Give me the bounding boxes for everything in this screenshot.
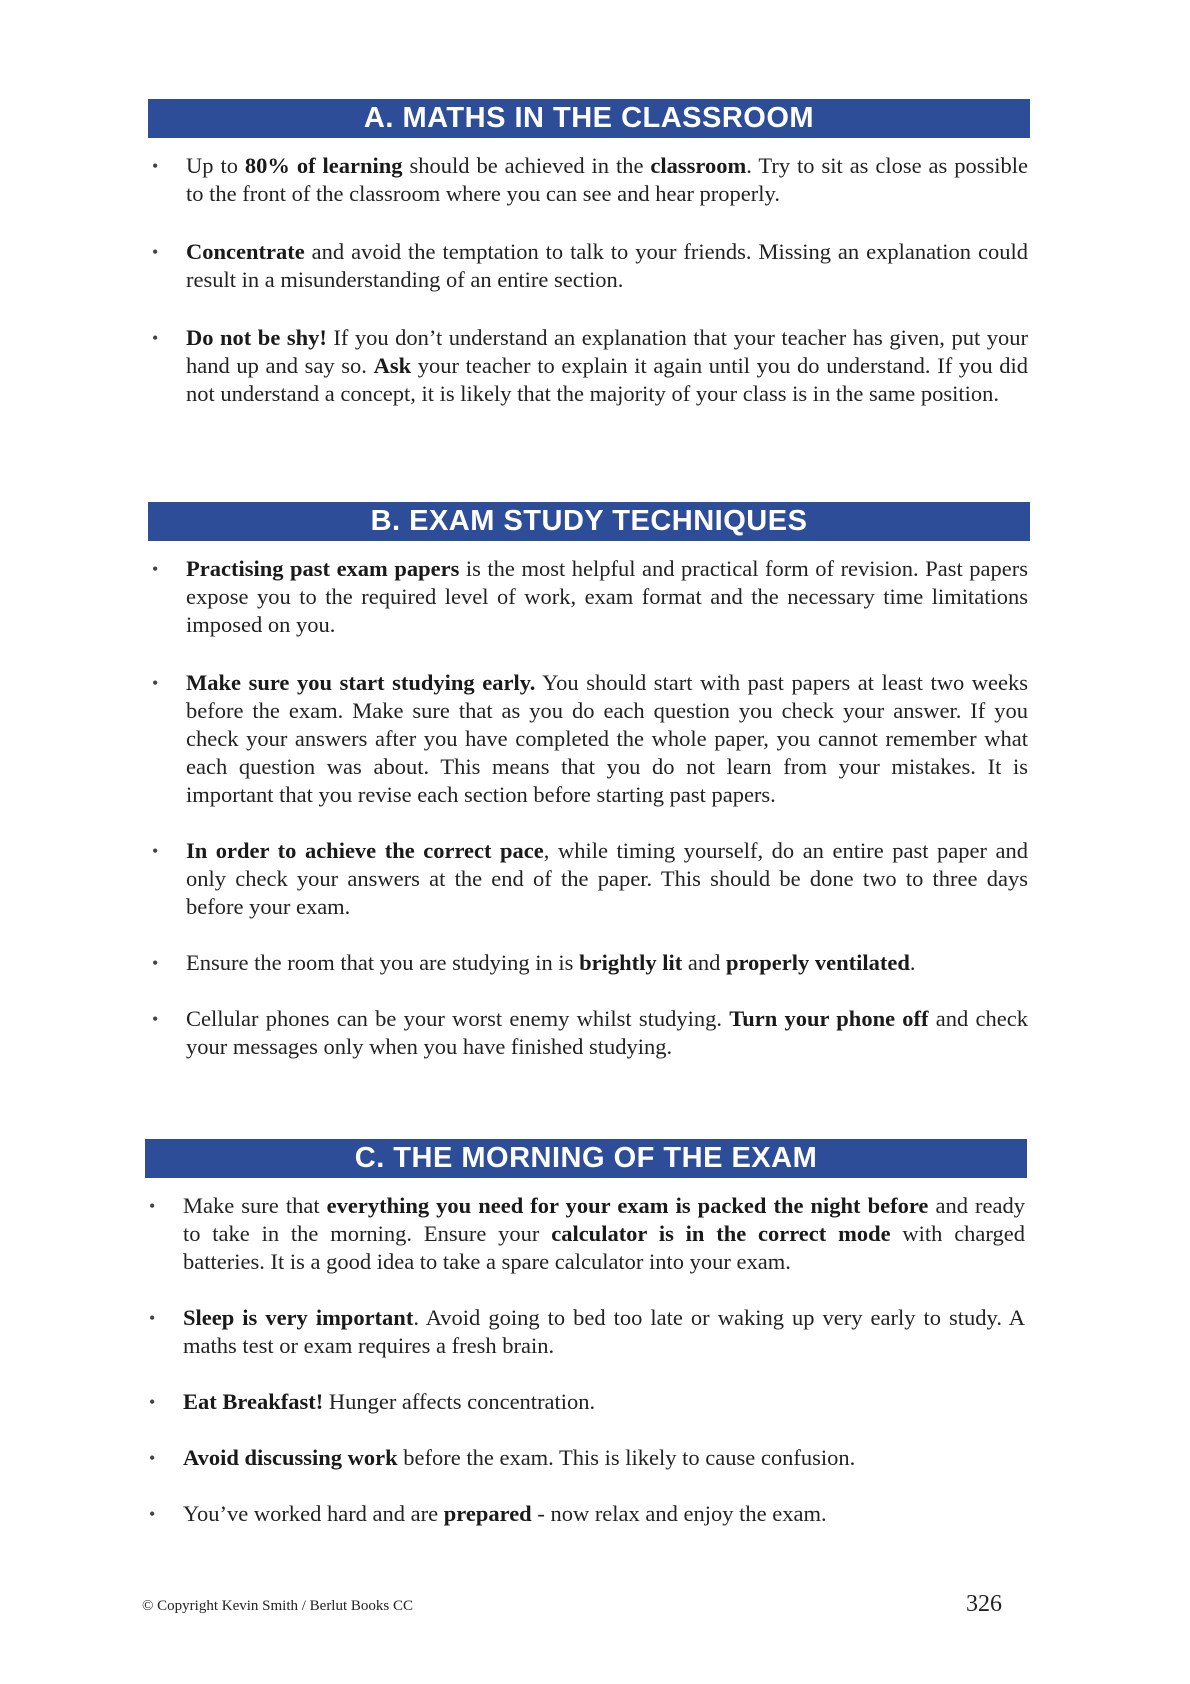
- emphasis-text: Ask: [373, 353, 412, 378]
- body-text: and ready to take in the morning. Ensure your: [183, 1193, 1025, 1246]
- page-number: 326: [966, 1591, 1002, 1617]
- body-text: with charged batteries. It is a good idea to take a spare calculator into your exam.: [183, 1221, 1025, 1274]
- emphasis-text: 80% of learning: [244, 153, 403, 178]
- emphasis-text: classroom: [650, 153, 747, 178]
- emphasis-text: brightly lit: [579, 950, 683, 975]
- bullet-icon: •: [152, 1009, 159, 1029]
- bullet-item: [145, 1500, 1025, 1528]
- body-text: . Try to sit as close as possible to the front of the classroom where you can see and hear properly.: [186, 153, 1028, 206]
- section-a-list: [148, 152, 1028, 408]
- emphasis-text: prepared: [443, 1501, 532, 1526]
- emphasis-text: Sleep is very important: [183, 1305, 414, 1330]
- bullet-icon: •: [152, 242, 159, 262]
- body-text: and check your messages only when you have finished studying.: [186, 1006, 1028, 1059]
- bullet-icon: •: [152, 953, 159, 973]
- body-text: and: [682, 950, 726, 975]
- emphasis-text: Make sure you start studying early.: [186, 670, 536, 695]
- bullet-icon: •: [152, 156, 159, 176]
- emphasis-text: Concentrate: [186, 239, 305, 264]
- body-text: before the exam. This is likely to cause confusion.: [397, 1445, 856, 1470]
- emphasis-text: everything you need for your exam is packed the night before: [326, 1193, 929, 1218]
- bullet-icon: •: [152, 559, 159, 579]
- section-c-list: [145, 1192, 1025, 1528]
- emphasis-text: Practising past exam papers: [186, 556, 460, 581]
- emphasis-text: properly ventilated: [725, 950, 910, 975]
- body-text: Up to: [186, 153, 245, 178]
- emphasis-text: calculator is in the correct mode: [551, 1221, 891, 1246]
- bullet-item: [145, 1388, 1025, 1416]
- body-text: your teacher to explain it again until you do understand. If you did not understand a concept, it is likely that the majority of your class is in the same position.: [186, 353, 1028, 406]
- bullet-item: [145, 1192, 1025, 1276]
- bullet-icon: •: [149, 1196, 156, 1216]
- copyright-notice: © Copyright Kevin Smith / Berlut Books CC: [142, 1598, 413, 1614]
- bullet-item: [148, 555, 1028, 639]
- bullet-item: [148, 152, 1028, 208]
- section-b-list: [148, 555, 1028, 1061]
- body-text: You’ve worked hard and are: [183, 1501, 444, 1526]
- emphasis-text: In order to achieve the correct pace: [186, 838, 544, 863]
- body-text: . Avoid going to bed too late or waking up very early to study. A maths test or exam requires a fresh brain.: [183, 1305, 1025, 1358]
- bullet-icon: •: [152, 328, 159, 348]
- body-text: If you don’t understand an explanation that your teacher has given, put your hand up and say so.: [186, 325, 1028, 378]
- bullet-icon: •: [149, 1308, 156, 1328]
- bullet-item: [148, 949, 1028, 977]
- emphasis-text: Avoid discussing work: [183, 1445, 398, 1470]
- emphasis-text: Turn your phone off: [729, 1006, 929, 1031]
- bullet-icon: •: [152, 841, 159, 861]
- body-text: Hunger affects concentration.: [323, 1389, 596, 1414]
- bullet-item: [148, 669, 1028, 809]
- body-text: - now relax and enjoy the exam.: [531, 1501, 827, 1526]
- bullet-item: [148, 837, 1028, 921]
- emphasis-text: Eat Breakfast!: [183, 1389, 324, 1414]
- emphasis-text: Do not be shy!: [186, 325, 327, 350]
- bullet-icon: •: [152, 673, 159, 693]
- bullet-item: [148, 324, 1028, 408]
- bullet-item: [148, 1005, 1028, 1061]
- bullet-item: [148, 238, 1028, 294]
- bullet-icon: •: [149, 1448, 156, 1468]
- body-text: should be achieved in the: [402, 153, 651, 178]
- bullet-item: [145, 1304, 1025, 1360]
- bullet-icon: •: [149, 1504, 156, 1524]
- section-b-heading: B. EXAM STUDY TECHNIQUES: [148, 502, 1030, 541]
- body-text: is the most helpful and practical form of revision. Past papers expose you to the required level of work, exam format and the necessary time limitations imposed on you.: [186, 556, 1028, 637]
- body-text: Make sure that: [183, 1193, 327, 1218]
- body-text: , while timing yourself, do an entire past paper and only check your answers at the end of the paper. This should be done two to three days before your exam.: [186, 838, 1028, 919]
- section-a-heading: A. MATHS IN THE CLASSROOM: [148, 99, 1030, 138]
- bullet-icon: •: [149, 1392, 156, 1412]
- body-text: and avoid the temptation to talk to your friends. Missing an explanation could result in a misunderstanding of an entire section.: [186, 239, 1028, 292]
- section-c-heading: C. THE MORNING OF THE EXAM: [145, 1139, 1027, 1178]
- bullet-item: [145, 1444, 1025, 1472]
- body-text: Ensure the room that you are studying in is: [186, 950, 580, 975]
- body-text: Cellular phones can be your worst enemy whilst studying.: [186, 1006, 730, 1031]
- body-text: You should start with past papers at least two weeks before the exam. Make sure that as you do each question you check your answer. If you check your answers after you have completed the whole paper, you cannot remember what each question was about. This means that you do not learn from your mistakes. It is important that you revise each section before starting past papers.: [186, 670, 1028, 807]
- body-text: .: [909, 950, 916, 975]
